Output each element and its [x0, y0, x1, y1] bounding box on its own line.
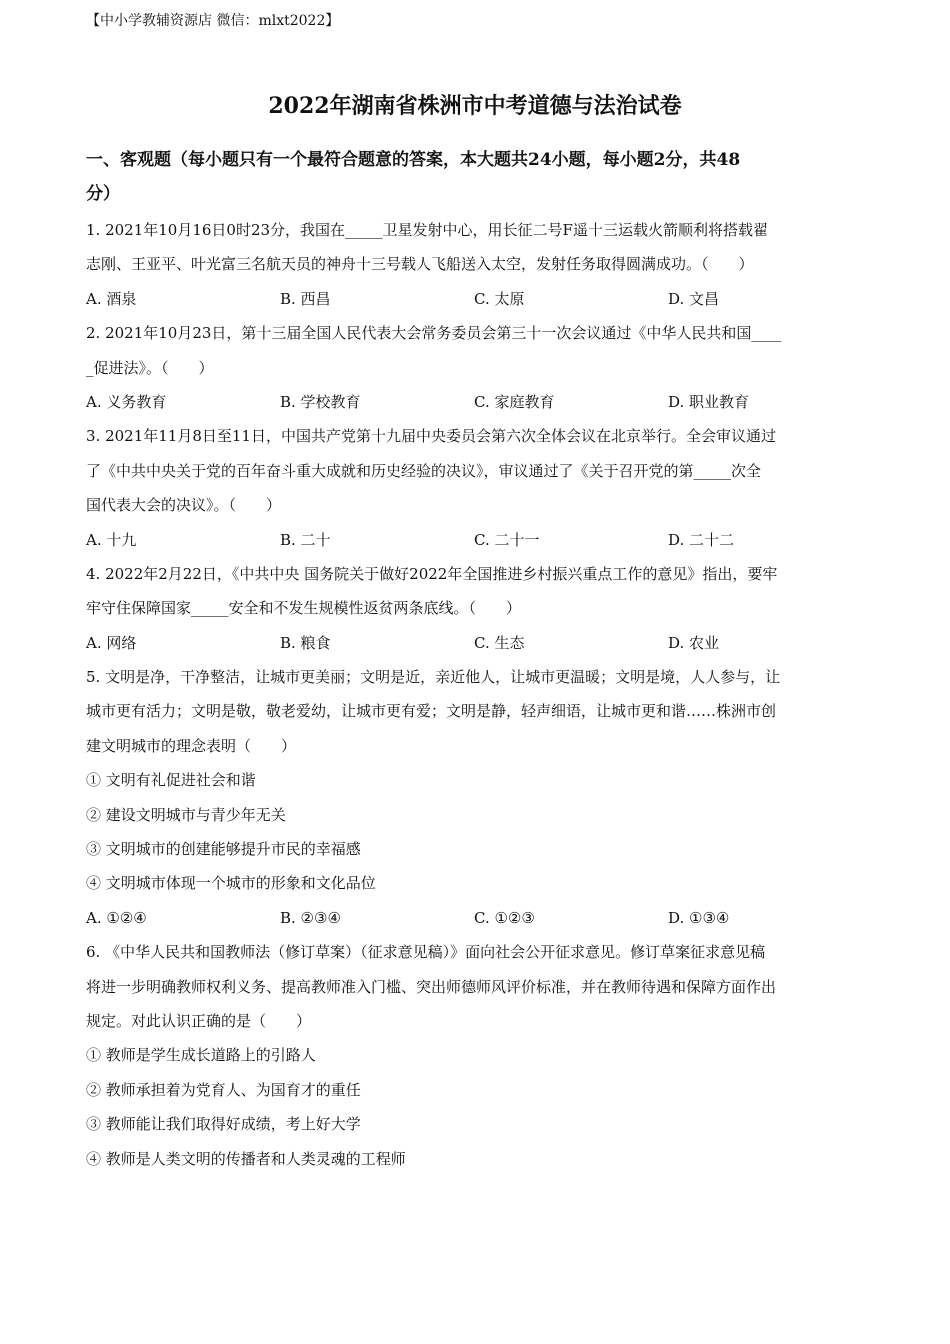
- question-2: [86, 316, 866, 419]
- question-6: [86, 935, 866, 1176]
- question-1: [86, 213, 866, 316]
- question-text-line: ① 文明有礼促进社会和谐: [86, 771, 256, 790]
- question-5: [86, 660, 866, 935]
- option-b: B. ②③④: [280, 908, 341, 927]
- question-text-line: 3. 2021年11月8日至11日，中国共产党第十九届中央委员会第六次全体会议在北京举行。全会审议通过: [86, 427, 776, 446]
- question-text-line: 4. 2022年2月22日，《中共中央 国务院关于做好2022年全国推进乡村振兴重点工作的意见》指出，要牢: [86, 564, 778, 583]
- question-list: [86, 213, 866, 1176]
- question-text-line: ② 教师承担着为党育人、为国育才的重任: [86, 1080, 361, 1099]
- question-text-line: 6. 《中华人民共和国教师法（修订草案）（征求意见稿）》面向社会公开征求意见。修订草案征求意见稿: [86, 943, 766, 962]
- option-a: A. 网络: [86, 633, 137, 652]
- question-text-line: ④ 教师是人类文明的传播者和人类灵魂的工程师: [86, 1149, 406, 1168]
- question-text-line: 将进一步明确教师权利义务、提高教师准入门槛、突出师德师风评价标准，并在教师待遇和保障方面作出: [86, 977, 777, 996]
- option-d: D. 农业: [668, 633, 720, 652]
- question-3: [86, 419, 866, 557]
- question-text-line: 2. 2021年10月23日，第十三届全国人民代表大会常务委员会第三十一次会议通过《中华人民共和国____: [86, 324, 782, 343]
- option-c: C. 二十一: [474, 530, 540, 549]
- question-text-line: 国代表大会的决议》。（ ）: [86, 496, 282, 515]
- option-d: D. 文昌: [668, 289, 720, 308]
- question-text-line: 了《中共中央关于党的百年奋斗重大成就和历史经验的决议》，审议通过了《关于召开党的第_____次全: [86, 461, 762, 480]
- option-c: C. 家庭教育: [474, 392, 555, 411]
- question-text-line: 城市更有活力；文明是敬，敬老爱幼，让城市更有爱；文明是静，轻声细语，让城市更和谐……株洲市创: [86, 702, 777, 721]
- question-text-line: ② 建设文明城市与青少年无关: [86, 805, 286, 824]
- question-4: [86, 557, 866, 660]
- question-text-line: ① 教师是学生成长道路上的引路人: [86, 1046, 316, 1065]
- page-title: 2022年湖南省株洲市中考道德与法治试卷: [268, 93, 682, 119]
- header-note: 【中小学教辅资源店 微信：mlxt2022】: [86, 13, 340, 29]
- option-b: B. 二十: [280, 530, 331, 549]
- option-b: B. 学校教育: [280, 392, 361, 411]
- option-a: A. 义务教育: [86, 392, 167, 411]
- option-c: C. 生态: [474, 633, 525, 652]
- option-row: [86, 901, 866, 935]
- option-a: A. 十九: [86, 530, 137, 549]
- question-text-line: ④ 文明城市体现一个城市的形象和文化品位: [86, 874, 376, 893]
- option-row: [86, 282, 866, 316]
- question-text-line: 建文明城市的理念表明（ ）: [86, 736, 297, 755]
- question-text-line: 牢守住保障国家_____安全和不发生规模性返贫两条底线。（ ）: [86, 599, 522, 618]
- option-a: A. ①②④: [86, 908, 147, 927]
- section-heading-line: 一、客观题（每小题只有一个最符合题意的答案，本大题共24小题，每小题2分，共48: [86, 150, 741, 170]
- option-b: B. 粮食: [280, 633, 331, 652]
- option-c: C. ①②③: [474, 908, 535, 927]
- option-d: D. 二十二: [668, 530, 735, 549]
- question-text-line: ③ 文明城市的创建能够提升市民的幸福感: [86, 840, 361, 859]
- question-text-line: 5. 文明是净，干净整洁，让城市更美丽；文明是近，亲近他人，让城市更温暖；文明是境，人人参与，让: [86, 668, 781, 687]
- option-d: D. 职业教育: [668, 392, 750, 411]
- option-d: D. ①③④: [668, 908, 730, 927]
- section-heading-line: 分）: [86, 184, 120, 204]
- option-b: B. 西昌: [280, 289, 331, 308]
- section-heading: [86, 143, 866, 211]
- option-row: [86, 523, 866, 557]
- option-a: A. 酒泉: [86, 289, 137, 308]
- option-c: C. 太原: [474, 289, 525, 308]
- option-row: [86, 385, 866, 419]
- question-text-line: 规定。对此认识正确的是（ ）: [86, 1011, 312, 1030]
- question-text-line: ③ 教师能让我们取得好成绩，考上好大学: [86, 1115, 361, 1134]
- question-text-line: 1. 2021年10月16日0时23分，我国在_____卫星发射中心，用长征二号F遥十三运载火箭顺利将搭载翟: [86, 221, 768, 239]
- option-row: [86, 626, 866, 660]
- question-text-line: _促进法》。（ ）: [86, 358, 214, 377]
- question-text-line: 志刚、王亚平、叶光富三名航天员的神舟十三号载人飞船送入太空，发射任务取得圆满成功。（ ）: [86, 255, 754, 274]
